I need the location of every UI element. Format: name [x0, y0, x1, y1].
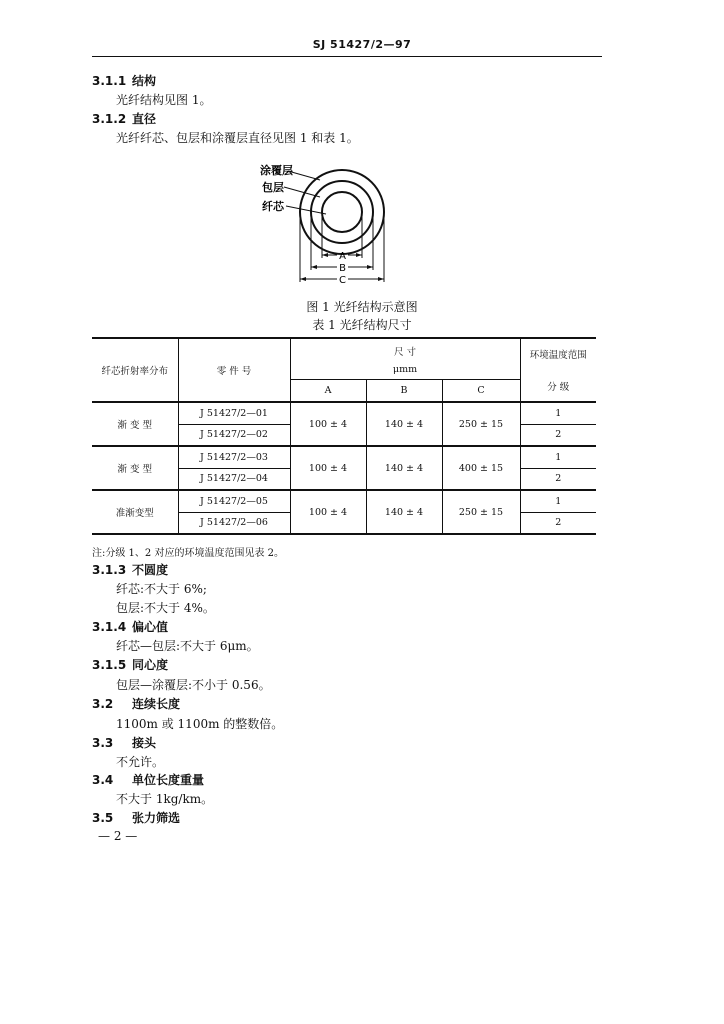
- core-circle: [322, 192, 362, 232]
- fiber-dimension-table: [92, 337, 596, 535]
- header-col-c: C: [442, 380, 520, 402]
- fiber-structure-figure: [240, 158, 460, 290]
- core-label: 纤芯: [262, 200, 284, 213]
- section-3-4-heading: [92, 771, 204, 788]
- arrow-head-icon: [300, 277, 306, 281]
- section-number: 3.1.3: [92, 563, 127, 577]
- section-title: 接头: [132, 736, 157, 750]
- arrow-head-icon: [367, 265, 373, 269]
- table-row: [92, 446, 596, 468]
- arrow-head-icon: [356, 253, 362, 257]
- section-3-2-heading: [92, 695, 180, 712]
- section-title: 结构: [132, 74, 157, 88]
- figure-caption: 图 1 光纤结构示意图: [306, 300, 418, 314]
- section-number: 3.3: [92, 736, 114, 750]
- header-col-b: B: [366, 380, 442, 402]
- arrow-head-icon: [378, 277, 384, 281]
- cladding-label: 包层: [262, 181, 284, 194]
- cell-part: J 51427/2—01: [178, 402, 290, 424]
- cell-part: J 51427/2—02: [178, 424, 290, 446]
- cell-grade: 2: [520, 512, 596, 534]
- cell-a: 100 ± 4: [290, 446, 366, 490]
- cell-b: 140 ± 4: [366, 490, 442, 534]
- section-3-5-heading: [92, 809, 180, 826]
- arrow-head-icon: [311, 265, 317, 269]
- section-3-2-text: 1100m 或 1100m 的整数倍。: [116, 717, 284, 731]
- section-3-1-2-text: 光纤纤芯、包层和涂覆层直径见图 1 和表 1。: [116, 131, 359, 145]
- table-note: 注:分级 1、2 对应的环境温度范围见表 2。: [92, 548, 284, 559]
- header-col-a: A: [290, 380, 366, 402]
- header-size-title: 尺 寸: [393, 346, 417, 358]
- cell-part: J 51427/2—06: [178, 512, 290, 534]
- cell-profile: 渐 变 型: [92, 402, 178, 446]
- section-number: 3.1.4: [92, 620, 127, 634]
- section-3-1-1-heading: [92, 72, 156, 89]
- dim-label-b: B: [339, 263, 346, 274]
- cell-grade: 1: [520, 402, 596, 424]
- section-number: 3.4: [92, 773, 114, 787]
- cladding-leader: [284, 187, 320, 197]
- section-3-1-3-heading: [92, 561, 168, 578]
- section-3-3-text: 不允许。: [116, 755, 165, 769]
- section-number: 3.1.5: [92, 658, 127, 672]
- cell-grade: 2: [520, 424, 596, 446]
- cell-c: 250 ± 15: [442, 402, 520, 446]
- cell-grade: 2: [520, 468, 596, 490]
- section-title: 同心度: [132, 658, 169, 672]
- cell-a: 100 ± 4: [290, 490, 366, 534]
- header-size-unit: μmm: [392, 363, 418, 375]
- header-rule: [92, 56, 602, 57]
- section-number: 3.1.2: [92, 112, 127, 126]
- table-row: [92, 490, 596, 512]
- table-caption: 表 1 光纤结构尺寸: [312, 318, 412, 332]
- section-title: 不圆度: [132, 563, 169, 577]
- section-title: 直径: [132, 112, 157, 126]
- section-3-1-2-heading: [92, 110, 156, 127]
- cell-a: 100 ± 4: [290, 402, 366, 446]
- dim-label-c: C: [339, 275, 346, 286]
- section-3-3-heading: [92, 734, 156, 751]
- cell-profile: 渐 变 型: [92, 446, 178, 490]
- header-size: [290, 338, 520, 380]
- section-3-1-5-text: 包层—涂覆层:不小于 0.56。: [116, 678, 271, 692]
- cell-b: 140 ± 4: [366, 402, 442, 446]
- cell-profile: 准渐变型: [92, 490, 178, 534]
- section-3-1-3-line-1: 纤芯:不大于 6%;: [116, 582, 207, 596]
- header-part-no: 零 件 号: [178, 338, 290, 402]
- section-number: 3.2: [92, 697, 114, 711]
- section-title: 偏心值: [132, 620, 169, 634]
- header-grade: 分 级: [547, 382, 570, 393]
- dim-label-a: A: [339, 251, 346, 262]
- arrow-head-icon: [322, 253, 328, 257]
- cell-grade: 1: [520, 446, 596, 468]
- header-env: [520, 338, 596, 402]
- section-title: 张力筛选: [132, 811, 181, 825]
- section-3-1-3-line-2: 包层:不大于 4%。: [116, 601, 215, 615]
- document-code-header: SJ 51427/2—97: [312, 38, 412, 51]
- section-3-1-4-heading: [92, 618, 168, 635]
- page-number: — 2 —: [98, 829, 138, 843]
- coating-circle: [300, 170, 384, 254]
- cladding-circle: [311, 181, 373, 243]
- table-row: [92, 402, 596, 424]
- section-title: 连续长度: [132, 697, 181, 711]
- cell-part: J 51427/2—04: [178, 468, 290, 490]
- section-number: 3.5: [92, 811, 114, 825]
- cell-grade: 1: [520, 490, 596, 512]
- cell-b: 140 ± 4: [366, 446, 442, 490]
- coating-label: 涂覆层: [260, 164, 293, 177]
- header-profile: 纤芯折射率分布: [92, 338, 178, 402]
- section-number: 3.1.1: [92, 74, 127, 88]
- header-env-range: 环境温度范围: [529, 350, 587, 361]
- table-header-row: [92, 338, 596, 380]
- cell-part: J 51427/2—05: [178, 490, 290, 512]
- section-3-1-5-heading: [92, 656, 168, 673]
- section-3-1-1-text: 光纤结构见图 1。: [116, 93, 212, 107]
- cell-part: J 51427/2—03: [178, 446, 290, 468]
- section-title: 单位长度重量: [132, 773, 205, 787]
- section-3-1-4-text: 纤芯—包层:不大于 6μm。: [116, 639, 259, 653]
- core-leader: [286, 206, 326, 214]
- cell-c: 400 ± 15: [442, 446, 520, 490]
- cell-c: 250 ± 15: [442, 490, 520, 534]
- section-3-4-text: 不大于 1kg/km。: [116, 792, 214, 806]
